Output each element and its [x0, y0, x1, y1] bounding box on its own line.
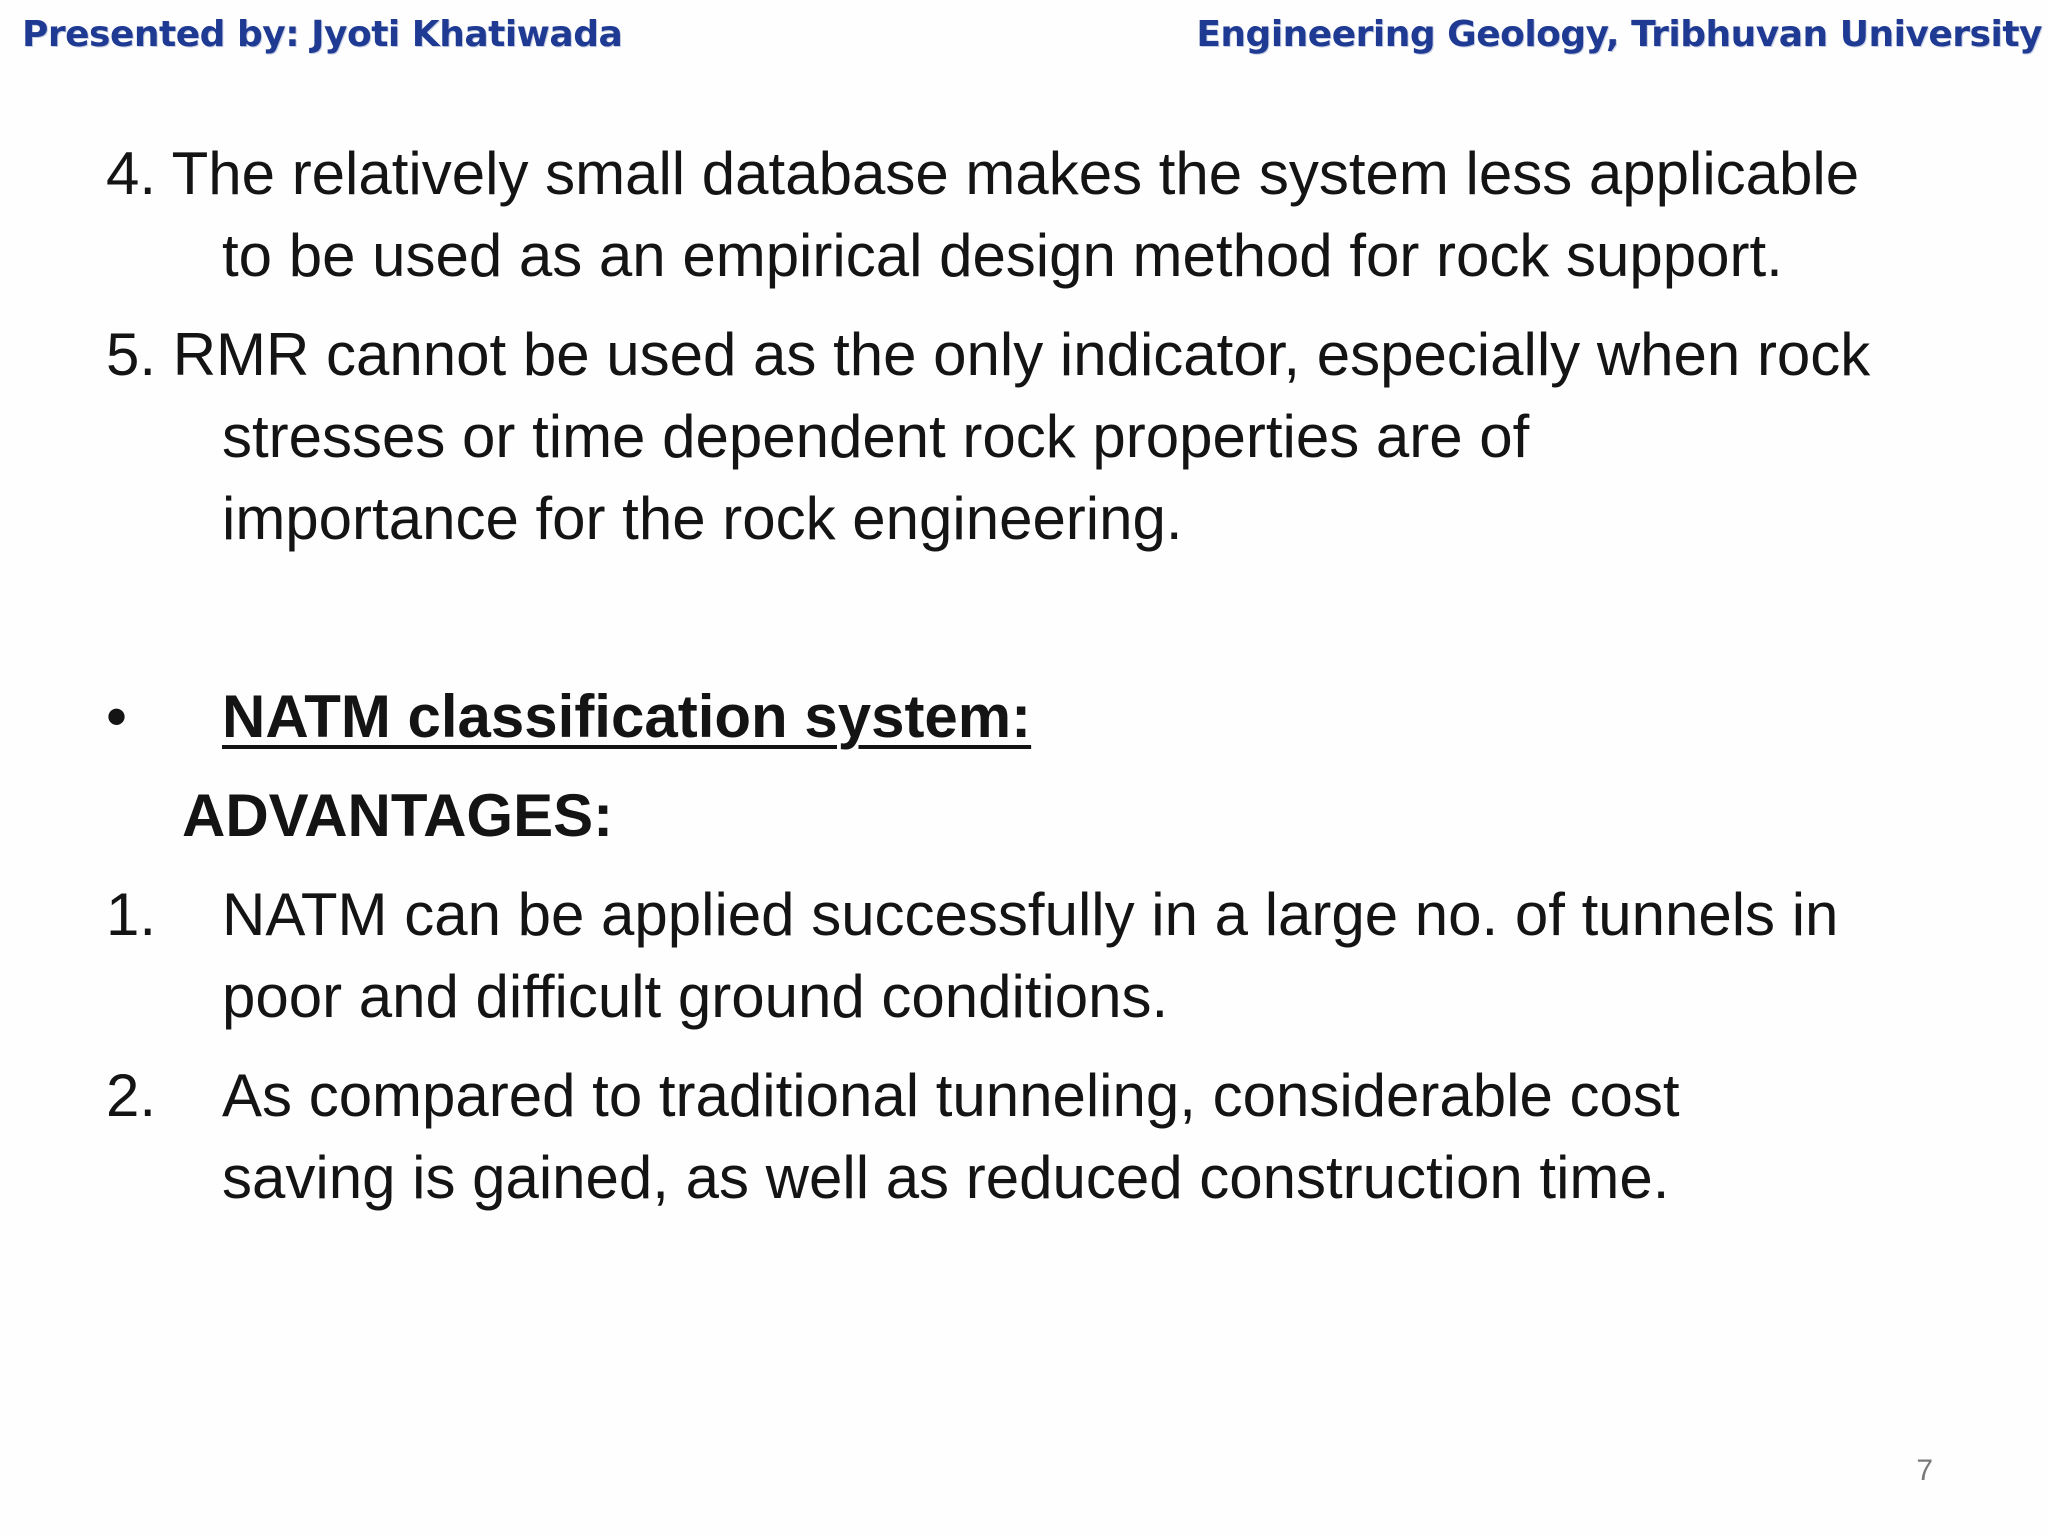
section-bullet: •	[106, 683, 128, 750]
institution-header: Engineering Geology, Tribhuvan University	[1196, 14, 2042, 55]
item-4-first-line	[106, 133, 1859, 215]
point-2-text-line-1: As compared to traditional tunneling, considerable cost	[222, 1062, 1680, 1129]
point-2-text-line-2: saving is gained, as well as reduced construction time.	[222, 1144, 1670, 1211]
advantages-subheading: ADVANTAGES:	[182, 782, 614, 849]
item-5-text-line-2: stresses or time dependent rock properties are of	[222, 403, 1530, 470]
presenter-header: Presented by: Jyoti Khatiwada	[22, 14, 623, 55]
point-1-text-line-2: poor and difficult ground conditions.	[222, 963, 1169, 1030]
page-number: 7	[1916, 1454, 1933, 1487]
item-5-first-line	[106, 314, 1870, 396]
item-4-text-line-1: The relatively small database makes the system less applicable	[171, 140, 1860, 207]
point-1-text-line-1: NATM can be applied successfully in a large no. of tunnels in	[222, 881, 1839, 948]
item-5-marker: 5.	[106, 321, 157, 388]
natm-heading: NATM classification system:	[222, 683, 1032, 750]
item-5-text-line-1: RMR cannot be used as the only indicator, especially when rock	[172, 321, 1871, 388]
point-2-marker: 2.	[106, 1062, 157, 1129]
item-5-text-line-3: importance for the rock engineering.	[222, 485, 1183, 552]
item-4-marker: 4.	[106, 140, 157, 207]
point-1-marker: 1.	[106, 881, 157, 948]
item-4-text-line-2: to be used as an empirical design method for rock support.	[222, 222, 1783, 289]
